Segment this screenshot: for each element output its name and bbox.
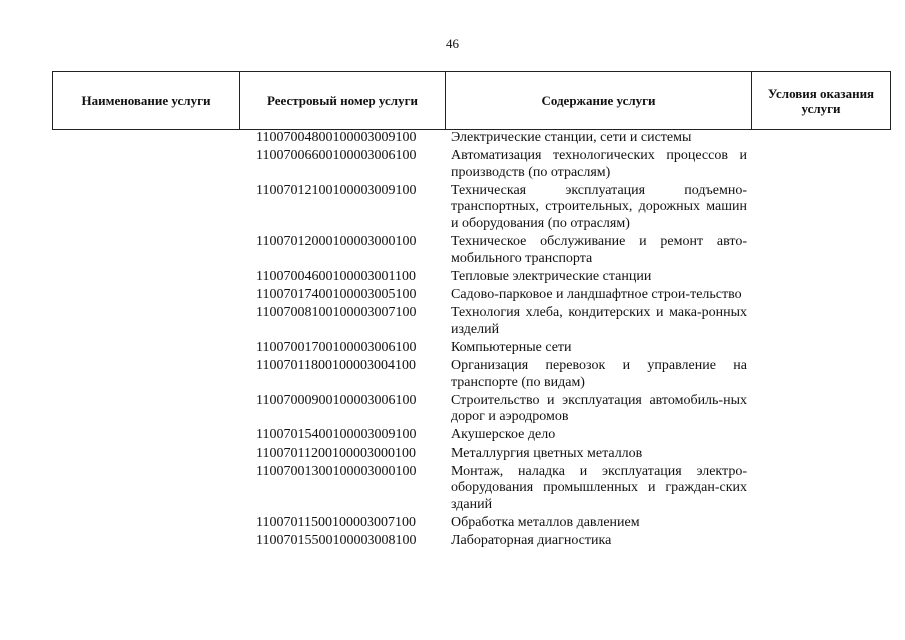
service-content-cell: Техническое обслуживание и ремонт авто-мобильного транспорта: [451, 234, 747, 266]
table-header: [52, 71, 891, 130]
table-row: [52, 148, 892, 181]
table-row: [52, 234, 892, 267]
table-row: [52, 533, 892, 550]
table-row: [52, 340, 892, 357]
table-row: [52, 446, 892, 463]
registry-number-cell: 11007011800100003004100: [256, 358, 416, 373]
registry-number-cell: 11007001700100003006100: [256, 339, 417, 355]
registry-number-cell: 11007001300100003000100: [256, 463, 417, 479]
service-content-cell: Техническая эксплуатация подъемно-транспортных, строительных, дорожных машин и оборудования (по отраслям): [451, 182, 747, 231]
registry-number-cell: 11007000900100003006100: [256, 392, 417, 408]
registry-number-cell: 11007011500100003007100: [256, 514, 416, 530]
service-content-cell: Компьютерные сети: [451, 339, 572, 355]
table-row: [52, 464, 892, 514]
service-content-cell: Обработка металлов давлением: [451, 514, 640, 530]
service-content-cell: Электрические станции, сети и системы: [451, 130, 692, 145]
service-content-cell: Акушерское дело: [451, 427, 556, 443]
table-row: [52, 269, 892, 286]
table-row: [52, 358, 892, 391]
header-row: [53, 72, 891, 130]
table-row: [52, 130, 892, 147]
registry-number-cell: 11007017400100003005100: [256, 286, 417, 302]
service-content-cell: Организация перевозок и управление на транспорте (по видам): [451, 358, 747, 390]
service-content-cell: Садово-парковое и ландшафтное строи-тельство: [451, 286, 742, 302]
table-row: [52, 515, 892, 532]
service-content-cell: Строительство и эксплуатация автомобиль-ных дорог и аэродромов: [451, 392, 747, 425]
registry-number-cell: 11007012000100003000100: [256, 234, 417, 250]
header-service-conditions: Условия оказания услуги: [752, 72, 891, 130]
registry-number-cell: 11007004600100003001100: [256, 268, 416, 284]
registry-number-cell: 11007012100100003009100: [256, 182, 417, 198]
service-content-cell: Монтаж, наладка и эксплуатация электро-оборудования промышленных и граждан-ских зданий: [451, 463, 747, 512]
table-row: [52, 305, 892, 338]
service-content-cell: Технология хлеба, кондитерских и мака-ронных изделий: [451, 305, 747, 337]
header-service-content: Содержание услуги: [446, 72, 752, 130]
registry-number-cell: 11007008100100003007100: [256, 305, 417, 321]
header-service-name: Наименование услуги: [53, 72, 240, 130]
service-content-cell: Автоматизация технологических процессов и производств (по отраслям): [451, 148, 747, 180]
service-content-cell: Тепловые электрические станции: [451, 268, 652, 284]
registry-number-cell: 11007015400100003009100: [256, 427, 417, 443]
table-body: [52, 130, 892, 551]
table-row: [52, 183, 892, 233]
page-number: 46: [446, 36, 459, 51]
service-content-cell: Металлургия цветных металлов: [451, 445, 643, 461]
table-row: [52, 287, 892, 304]
registry-number-cell: 11007006600100003006100: [256, 148, 417, 164]
registry-number-cell: 11007011200100003000100: [256, 445, 416, 461]
table-row: [52, 427, 892, 444]
registry-number-cell: 11007004800100003009100: [256, 130, 417, 145]
table-row: [52, 393, 892, 426]
header-registry-number: Реестровый номер услуги: [240, 72, 446, 130]
service-content-cell: Лабораторная диагностика: [451, 533, 612, 549]
registry-number-cell: 11007015500100003008100: [256, 533, 417, 549]
